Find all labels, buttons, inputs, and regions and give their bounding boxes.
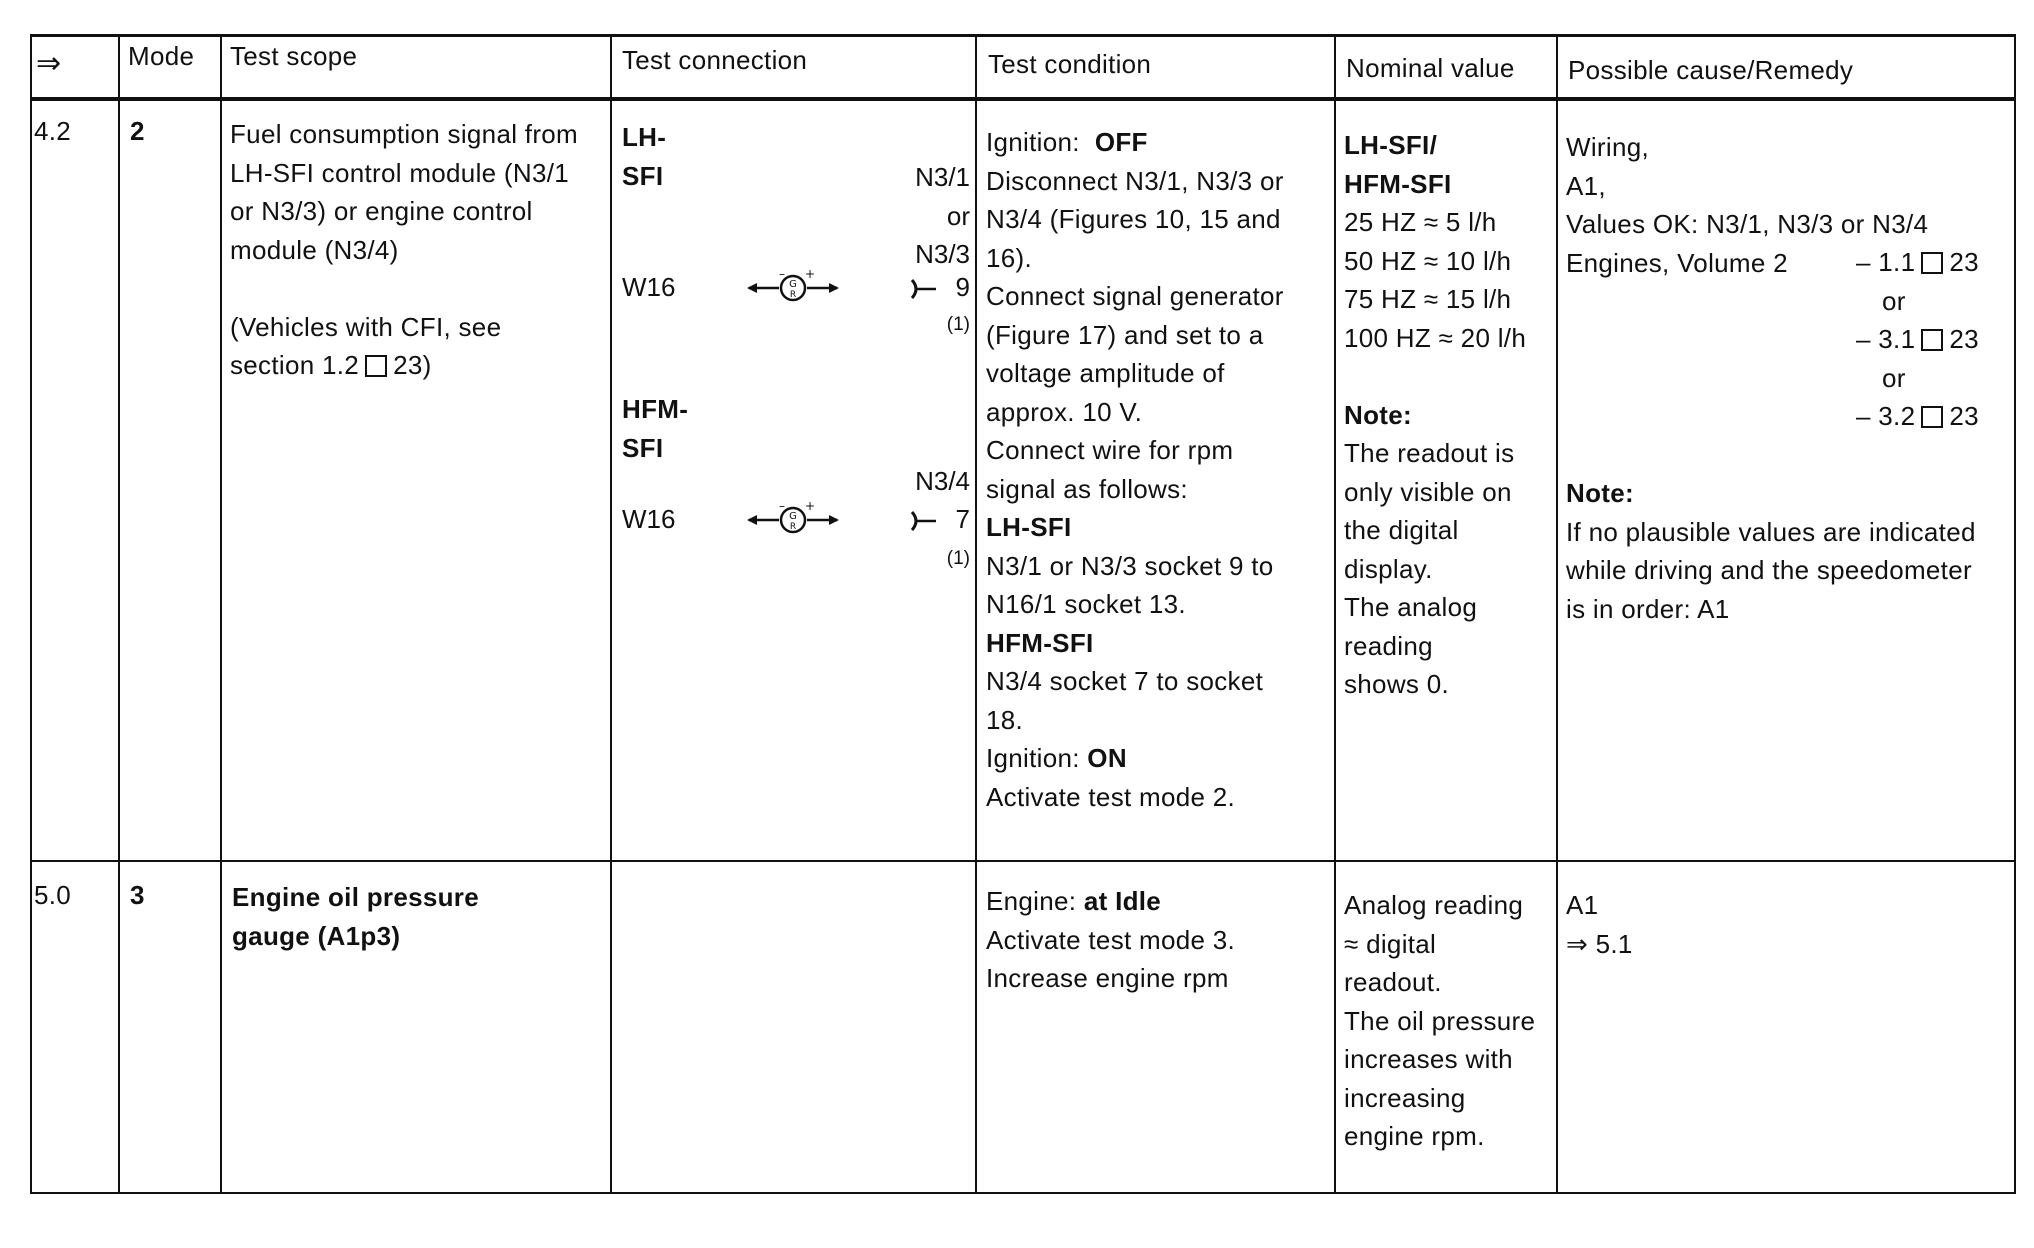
row-divider — [30, 860, 2016, 862]
hfm-sfi-group-title: HFM- SFI — [622, 394, 689, 463]
socket-connector-icon — [908, 274, 938, 304]
hfm-sfi-footnote: (1) — [946, 548, 970, 569]
row2-test-scope: Engine oil pressure gauge (A1p3) — [232, 882, 479, 951]
svg-text:+: + — [805, 268, 816, 281]
socket-connector-icon — [908, 506, 938, 536]
row2-possible-cause: A1 ⇒ 5.1 — [1566, 890, 1633, 959]
row1-test-condition: Ignition: OFF Disconnect N3/1, N3/3 or N3/4 (Figures 10, 15 and 16). Connect signal generator (Figure 17) and set to a voltage amplitude of approx. 10 V. Connect wire for rpm signal as follows: LH-SFI N3/1 or N3/3 socket 9 to N16/1 socket 13. HFM-SFI N3/4 socket 7 to socket 18. Ignition: ON Activate test mode 2. — [986, 127, 1284, 812]
header-bottom-rule — [30, 97, 2016, 101]
table-top-border — [30, 34, 2016, 37]
scope-line: LH-SFI control module (N3/1 — [230, 157, 570, 188]
row1-step: 4.2 — [34, 116, 72, 146]
diagnostic-table — [30, 34, 2016, 1212]
header-arrow: ⇒ — [36, 47, 62, 80]
page-ref-box-icon — [1921, 252, 1943, 274]
hfm-sfi-socket: 7 — [955, 504, 970, 534]
row2-mode: 3 — [130, 880, 145, 910]
row2-nominal-value: Analog reading ≈ digital readout. The oil pressure increases with increasing engine rpm. — [1344, 890, 1536, 1151]
svg-text:–: – — [779, 500, 785, 513]
svg-text:+: + — [805, 500, 816, 513]
svg-text:R: R — [789, 522, 797, 532]
signal-generator-icon — [745, 268, 841, 304]
table-bottom-border — [30, 1192, 2016, 1194]
scope-line: module (N3/4) — [230, 234, 399, 265]
lh-sfi-lead: W16 — [622, 272, 676, 302]
col-divider-mode — [118, 34, 120, 1194]
scope-note-line: (Vehicles with CFI, see — [230, 311, 502, 342]
row1-nominal-value: LH-SFI/ HFM-SFI 25 HZ ≈ 5 l/h 50 HZ ≈ 10 l/h 75 HZ ≈ 15 l/h 100 HZ ≈ 20 l/h Note: The readout is only visible on the digital display. The analog reading shows 0. — [1344, 130, 1527, 699]
row2-test-condition: Engine: at Idle Activate test mode 3. Increase engine rpm — [986, 886, 1236, 993]
scope-note-ref: 23) — [393, 350, 432, 380]
row1-mode: 2 — [130, 116, 145, 146]
col-divider-condition — [975, 34, 977, 1194]
col-divider-cause — [1556, 34, 1558, 1194]
svg-text:G: G — [789, 511, 797, 522]
row1-possible-cause: Wiring, A1, Values OK: N3/1, N3/3 or N3/4 Engines, Volume 2 — [1566, 132, 1929, 278]
table-left-border — [30, 34, 32, 1194]
row1-test-scope — [230, 115, 578, 385]
scope-line: Fuel consumption signal from — [230, 119, 578, 149]
scope-note-text: section 1.2 — [230, 350, 360, 380]
header-test-scope: Test scope — [230, 41, 358, 71]
volume-references: – 1.1 23 or – 3.1 23 or – 3.2 23 — [1856, 247, 1979, 431]
page-ref-box-icon — [1921, 329, 1943, 351]
header-nominal-value: Nominal value — [1346, 53, 1515, 83]
page-ref-box-icon — [1921, 406, 1943, 428]
header-test-connection: Test connection — [622, 45, 808, 75]
lh-sfi-socket: 9 — [955, 272, 970, 302]
row2-step: 5.0 — [34, 880, 72, 910]
col-divider-nominal — [1334, 34, 1336, 1194]
page-ref-box-icon — [365, 355, 387, 377]
header-test-condition: Test condition — [988, 49, 1152, 79]
col-divider-scope — [220, 34, 222, 1194]
lh-sfi-module-labels: N3/1 or N3/3 — [915, 162, 970, 269]
lh-sfi-footnote: (1) — [946, 314, 970, 335]
col-divider-connection — [610, 34, 612, 1194]
svg-text:–: – — [779, 268, 785, 281]
signal-generator-icon — [745, 500, 841, 536]
hfm-sfi-lead: W16 — [622, 504, 676, 534]
lh-sfi-group-title: LH- SFI — [622, 122, 667, 191]
svg-text:R: R — [789, 290, 797, 300]
header-mode: Mode — [128, 41, 195, 71]
table-right-border — [2014, 34, 2016, 1194]
header-possible-cause: Possible cause/Remedy — [1568, 55, 1854, 85]
hfm-sfi-module-label: N3/4 — [915, 466, 970, 496]
svg-text:G: G — [789, 279, 797, 290]
scope-line: or N3/3) or engine control — [230, 196, 533, 226]
scope-note-line-2 — [230, 346, 578, 385]
cause-note: Note: If no plausible values are indicated while driving and the speedometer is in order: A1 — [1566, 478, 1976, 624]
